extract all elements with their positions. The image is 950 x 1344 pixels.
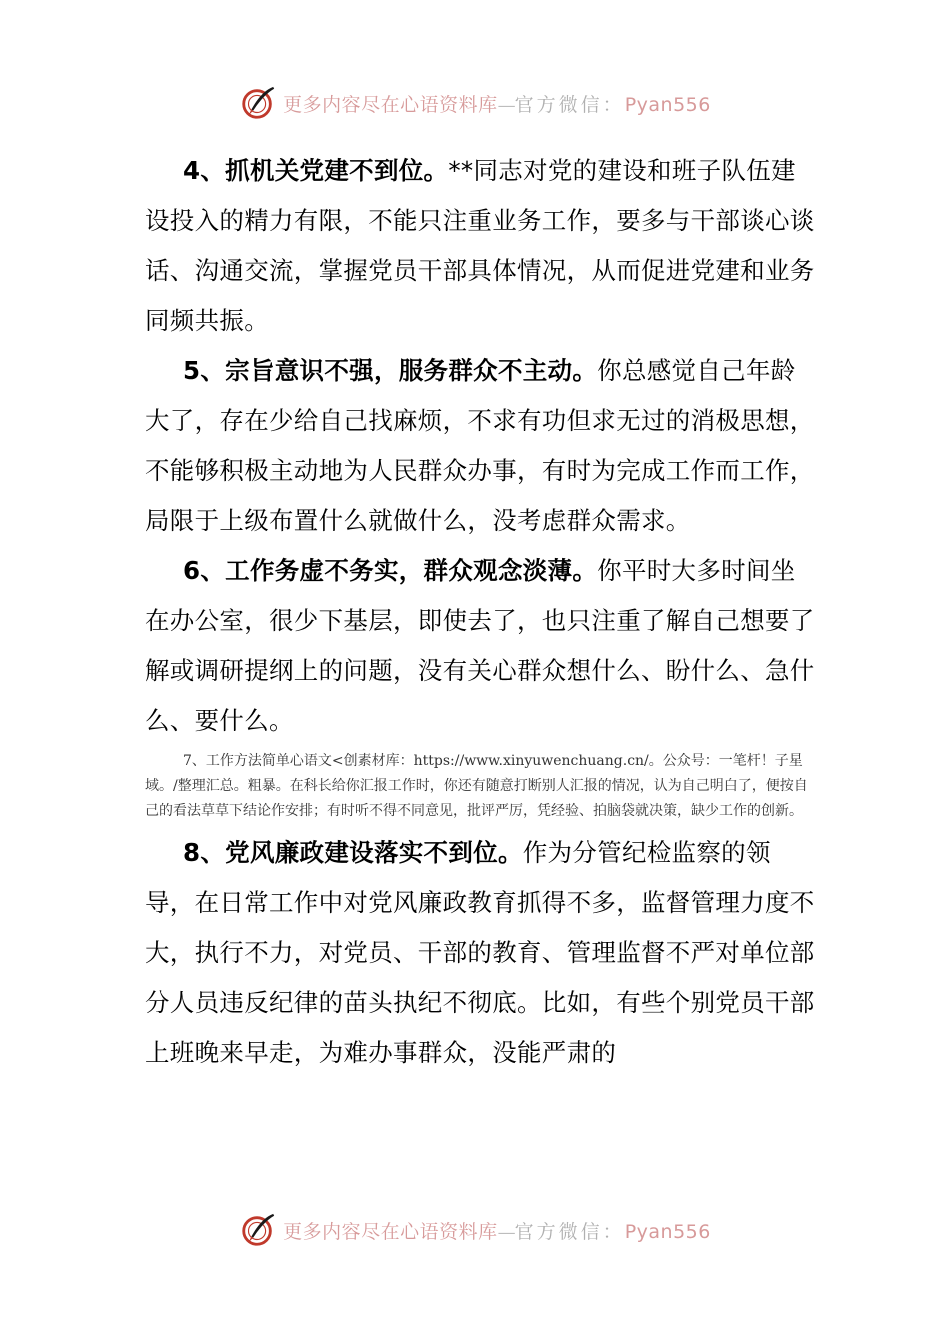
watermark-text — [283, 1217, 711, 1244]
paragraph-4-body: **同志对党的建设和班子队伍建设投入的精力有限，不能只注重业务工作，要多与干部谈心谈话、沟通交流，掌握党员干部具体情况，从而促进党建和业务同频共振。 — [145, 156, 815, 335]
paragraph-4-title: 4、抓机关党建不到位。 — [183, 156, 449, 185]
watermark-text — [283, 90, 711, 117]
watermark-wechat-id: Pyan556 — [624, 1220, 711, 1243]
document-body — [145, 146, 815, 1078]
paragraph-6 — [145, 546, 815, 746]
watermark-label: 官方微信： — [514, 93, 625, 116]
paragraph-4 — [145, 146, 815, 346]
quill-logo-icon — [239, 1211, 277, 1249]
paragraph-6-title: 6、工作务虚不务实，群众观念淡薄。 — [183, 556, 598, 585]
paragraph-8 — [145, 828, 815, 1078]
paragraph-7-small: 7、工作方法简单心语文<创素材库：https://www.xinyuwenchuang.cn/。公众号：一笔杆！子星域。/整理汇总。粗暴。在科长给你汇报工作时，你还有随意打断别人汇报的情况，认为自己明白了，便按自己的看法草草下结论作安排；有时听不得不同意见，批评严厉，凭经验、拍脑袋就决策，缺少工作的创新。 — [145, 753, 808, 819]
header-watermark — [0, 84, 950, 122]
paragraph-5-title: 5、宗旨意识不强，服务群众不主动。 — [183, 356, 598, 385]
paragraph-5 — [145, 346, 815, 546]
watermark-dash: — — [497, 1221, 515, 1243]
watermark-label: 官方微信： — [514, 1220, 625, 1243]
footer-watermark — [0, 1211, 950, 1249]
watermark-dash: — — [497, 94, 515, 116]
paragraph-5-body: 你总感觉自己年龄大了，存在少给自己找麻烦，不求有功但求无过的消极思想，不能够积极主动地为人民群众办事，有时为完成工作而工作，局限于上级布置什么就做什么，没考虑群众需求。 — [145, 356, 815, 535]
paragraph-8-body: 作为分管纪检监察的领导，在日常工作中对党风廉政教育抓得不多，监督管理力度不大，执行不力，对党员、干部的教育、管理监督不严对单位部分人员违反纪律的苗头执纪不彻底。比如，有些个别党员干部上班晚来早走，为难办事群众，没能严肃的 — [145, 838, 815, 1067]
watermark-main-text: 更多内容尽在心语资料库 — [283, 93, 498, 116]
paragraph-8-title: 8、党风廉政建设落实不到位。 — [183, 838, 523, 867]
quill-logo-icon — [239, 84, 277, 122]
watermark-wechat-id: Pyan556 — [624, 93, 711, 116]
watermark-main-text: 更多内容尽在心语资料库 — [283, 1220, 498, 1243]
paragraph-6-body: 你平时大多时间坐在办公室，很少下基层，即使去了，也只注重了解自己想要了解或调研提纲上的问题，没有关心群众想什么、盼什么、急什么、要什么。 — [145, 556, 815, 735]
